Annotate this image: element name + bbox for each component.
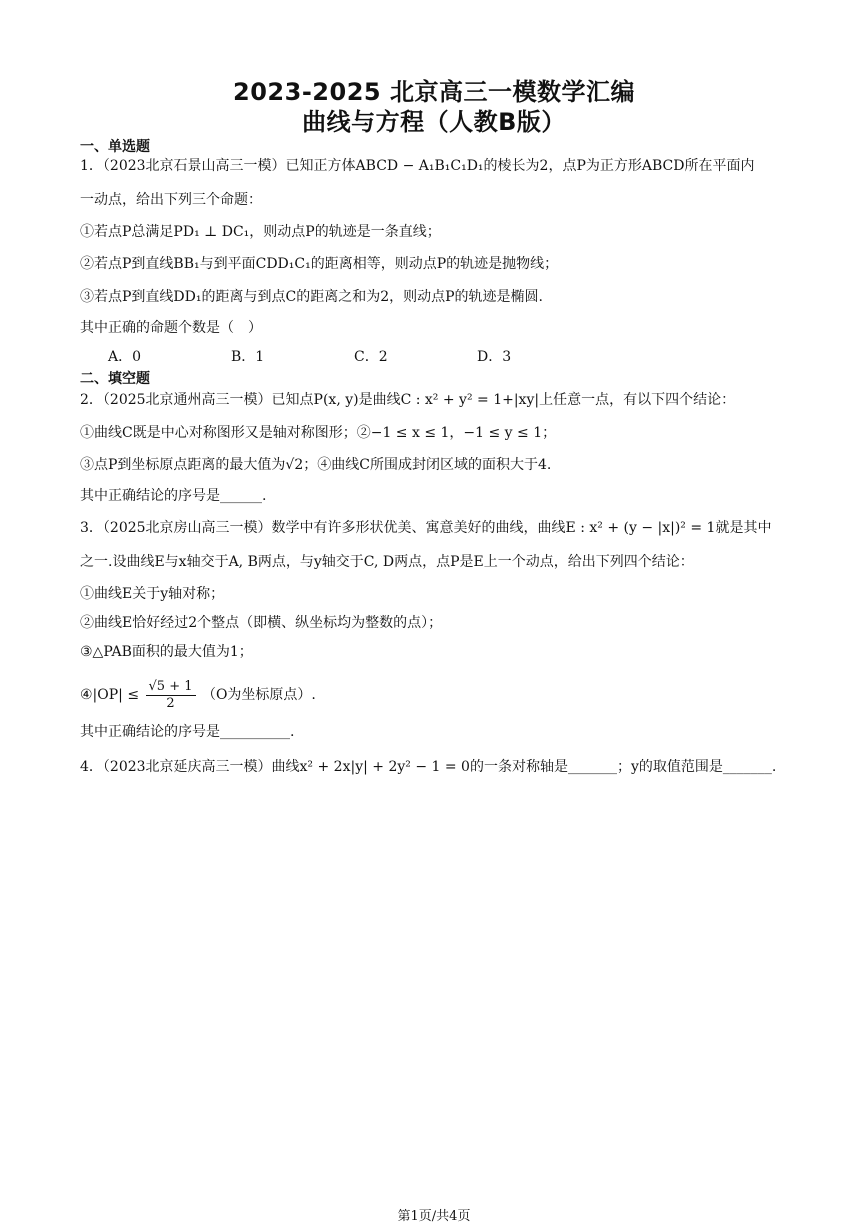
- question-1-statement-1: ①若点P总满足PD₁ ⊥ DC₁，则动点P的轨迹是一条直线；: [80, 224, 441, 240]
- fraction-denominator: 2: [166, 695, 175, 711]
- question-1-statement-3: ③若点P到直线DD₁的距离与到点C的距离之和为2，则动点P的轨迹是椭圆.: [80, 289, 543, 305]
- statement-4-prefix: ④|OP| ≤: [80, 687, 140, 703]
- question-1-prompt: 其中正确的命题个数是（ ）: [80, 320, 262, 336]
- question-3-statement-2: ②曲线E恰好经过2个整点（即横、纵坐标均为整数的点）；: [80, 615, 443, 631]
- option-d: D．3: [477, 349, 512, 365]
- fraction-numerator: √5 + 1: [146, 679, 196, 696]
- question-3-prompt: 其中正确结论的序号是__________.: [80, 724, 295, 740]
- question-3-statement-1: ①曲线E关于y轴对称；: [80, 586, 225, 602]
- question-1-stem-line-2: 一动点，给出下列三个命题：: [80, 192, 262, 208]
- question-3-statement-3: ③△PAB面积的最大值为1；: [80, 644, 253, 660]
- option-c: C．2: [354, 349, 388, 365]
- question-3-statement-4: [80, 678, 800, 712]
- section-heading-fill-blank: 二、填空题: [80, 371, 150, 387]
- question-2-stem-line-1: 2．（2025北京通州高三一模）已知点P(x, y)是曲线C : x² + y² = 1+|xy|上任意一点，有以下四个结论：: [80, 392, 736, 408]
- page-number: 第1页/共4页: [397, 1209, 471, 1224]
- question-3-stem-line-1: 3．（2025北京房山高三一模）数学中有许多形状优美、寓意美好的曲线，曲线E : x² + (y − |x|)² = 1就是其中: [80, 520, 772, 536]
- section-heading-single-choice: 一、单选题: [80, 139, 150, 155]
- question-2-statements-3-4: ③点P到坐标原点距离的最大值为√2；④曲线C所围成封闭区域的面积大于4.: [80, 457, 552, 473]
- document-subtitle: 曲线与方程（人教B版）: [302, 108, 566, 136]
- fraction: [146, 679, 196, 712]
- question-1-stem-line-1: 1．（2023北京石景山高三一模）已知正方体ABCD − A₁B₁C₁D₁的棱长为2，点P为正方形ABCD所在平面内: [80, 158, 755, 174]
- question-1-statement-2: ②若点P到直线BB₁与到平面CDD₁C₁的距离相等，则动点P的轨迹是抛物线；: [80, 256, 559, 272]
- question-4-stem: 4．（2023北京延庆高三一模）曲线x² + 2x|y| + 2y² − 1 = 0的一条对称轴是_______；y的取值范围是_______.: [80, 759, 777, 775]
- document-title: 2023-2025 北京高三一模数学汇编: [233, 78, 635, 106]
- option-b: B．1: [231, 349, 265, 365]
- question-2-prompt: 其中正确结论的序号是______.: [80, 488, 267, 504]
- question-3-stem-line-2: 之一.设曲线E与x轴交于A, B两点，与y轴交于C, D两点，点P是E上一个动点，给出下列四个结论：: [80, 554, 694, 570]
- statement-4-suffix: （O为坐标原点）.: [201, 687, 316, 703]
- question-2-statements-1-2: ①曲线C既是中心对称图形又是轴对称图形；②−1 ≤ x ≤ 1，−1 ≤ y ≤ 1；: [80, 425, 557, 441]
- option-a: A．0: [108, 349, 142, 365]
